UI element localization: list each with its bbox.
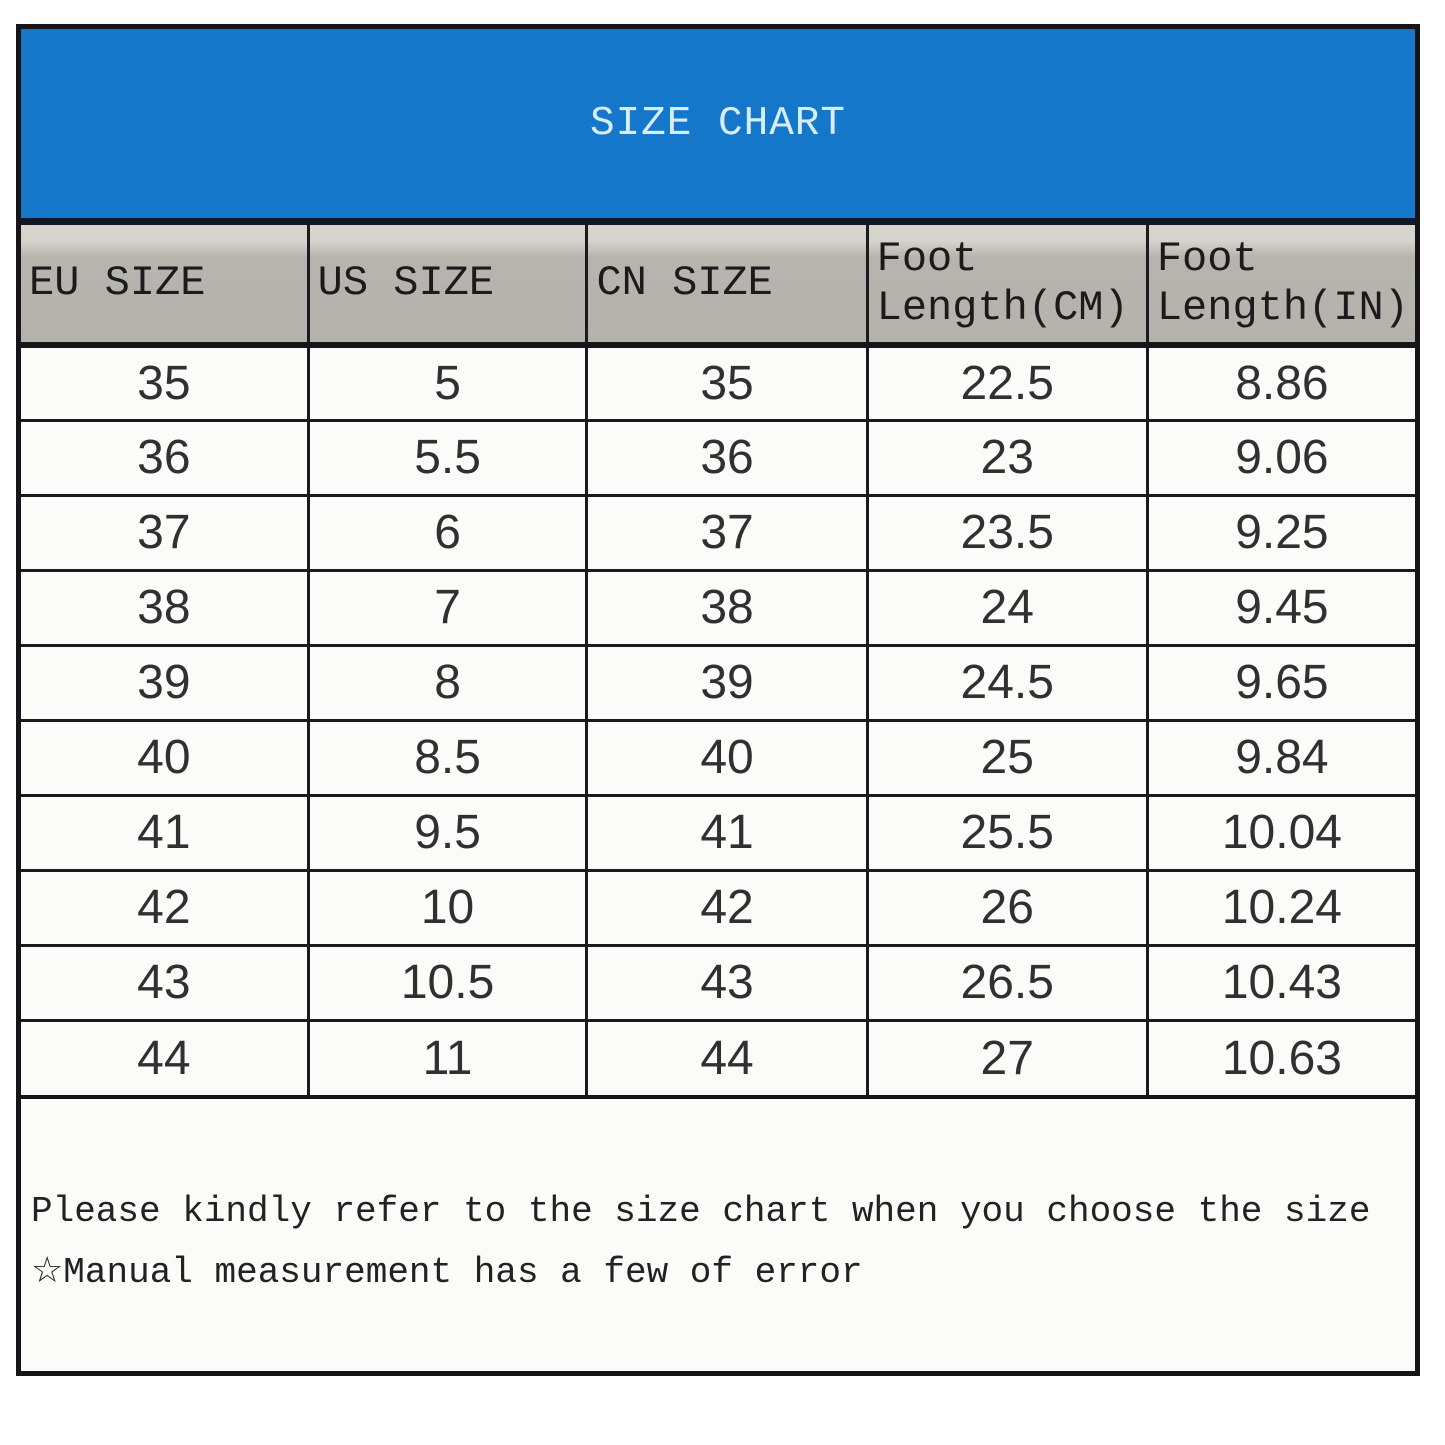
size-cell: 36 [587,420,867,495]
size-cell: 39 [587,645,867,720]
size-cell: 43 [21,945,308,1020]
size-cell: 44 [587,1020,867,1095]
size-cell: 10 [308,870,587,945]
size-cell: 10.24 [1147,870,1415,945]
column-header-us-size: US SIZE [308,225,587,345]
size-cell: 7 [308,570,587,645]
size-cell: 10.63 [1147,1020,1415,1095]
size-cell: 37 [21,495,308,570]
column-header-foot-length-in: Foot Length(IN) [1147,225,1415,345]
size-cell: 9.45 [1147,570,1415,645]
size-cell: 9.06 [1147,420,1415,495]
size-cell: 9.5 [308,795,587,870]
size-cell: 37 [587,495,867,570]
size-cell: 10.43 [1147,945,1415,1020]
size-cell: 10.04 [1147,795,1415,870]
table-row [21,795,1415,870]
note-line-manual-measurement: ☆Manual measurement has a few of error [31,1252,863,1293]
size-cell: 41 [587,795,867,870]
size-cell: 9.65 [1147,645,1415,720]
page-title: SIZE CHART [589,100,847,147]
size-cell: 24.5 [867,645,1147,720]
size-cell: 23.5 [867,495,1147,570]
table-row [21,645,1415,720]
column-header-foot-length-cm: Foot Length(CM) [867,225,1147,345]
size-cell: 35 [21,345,308,420]
table-row [21,420,1415,495]
note-line-size-chart: Please kindly refer to the size chart when you choose the size [31,1191,1371,1232]
size-cell: 25 [867,720,1147,795]
size-cell: 41 [21,795,308,870]
size-cell: 43 [587,945,867,1020]
size-cell: 38 [587,570,867,645]
size-cell: 8 [308,645,587,720]
size-cell: 23 [867,420,1147,495]
size-chart-sheet [16,24,1420,1376]
size-table [21,225,1415,1095]
size-cell: 38 [21,570,308,645]
column-header-eu-size: EU SIZE [21,225,308,345]
size-cell: 9.25 [1147,495,1415,570]
size-cell: 39 [21,645,308,720]
size-cell: 24 [867,570,1147,645]
size-cell: 35 [587,345,867,420]
size-cell: 11 [308,1020,587,1095]
size-cell: 26 [867,870,1147,945]
title-banner [21,29,1415,225]
table-row [21,870,1415,945]
size-cell: 27 [867,1020,1147,1095]
column-header-cn-size: CN SIZE [587,225,867,345]
size-cell: 36 [21,420,308,495]
size-cell: 40 [587,720,867,795]
size-cell: 25.5 [867,795,1147,870]
note-box [21,1095,1415,1371]
size-cell: 10.5 [308,945,587,1020]
size-cell: 42 [21,870,308,945]
size-cell: 9.84 [1147,720,1415,795]
size-cell: 5.5 [308,420,587,495]
table-row [21,1020,1415,1095]
size-cell: 26.5 [867,945,1147,1020]
table-body [21,345,1415,1095]
size-cell: 5 [308,345,587,420]
table-row [21,720,1415,795]
size-cell: 42 [587,870,867,945]
table-row [21,345,1415,420]
size-cell: 40 [21,720,308,795]
header-row [21,225,1415,345]
size-cell: 44 [21,1020,308,1095]
table-row [21,570,1415,645]
size-cell: 8.5 [308,720,587,795]
size-cell: 22.5 [867,345,1147,420]
size-cell: 6 [308,495,587,570]
table-row [21,495,1415,570]
size-cell: 8.86 [1147,345,1415,420]
table-row [21,945,1415,1020]
